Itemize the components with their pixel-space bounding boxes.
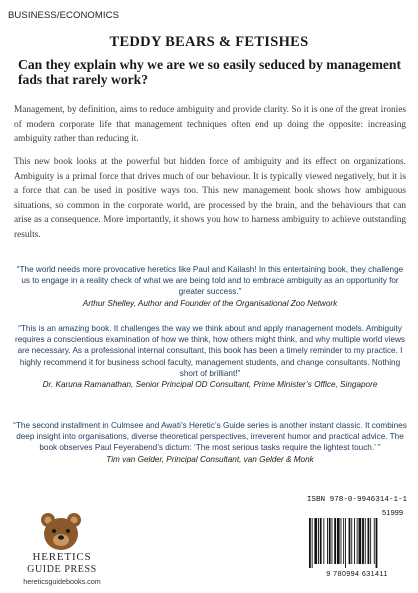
barcode-image [308, 518, 406, 568]
quote-text: “The world needs more provocative heretics like Paul and Kailash! In this entertaining book, they challenge us to engage in a reality check of what we are being told and to embrace ambiguity as an opportunity for greater success.” [16, 265, 404, 297]
headline: Can they explain why we are we so easily seduced by management fads that rarely work? [18, 57, 402, 87]
quote-text: “The second installment in Culmsee and Awati’s Heretic’s Guide series is another instant classic. It combines deep insight into organisations, diverse theoretical perspectives, irreverent humor and practical advice. The book observes Paul Feyerabend’s dictum: ‘The most serious tasks require the lightest touch.’ ” [13, 421, 407, 453]
quote-attribution: Dr. Karuna Ramanathan, Senior Principal OD Consultant, Prime Minister’s Office, Singapore [42, 380, 378, 390]
endorsement-quote [12, 323, 408, 390]
category-label: BUSINESS/ECONOMICS [8, 10, 120, 21]
book-title: TEDDY BEARS & FETISHES [109, 34, 309, 50]
description-paragraph-2: This new book looks at the powerful but hidden force of ambiguity and its effect on organizations. Ambiguity is a primal force that drives much of our behaviour. It is typically viewed negatively, but it is a force that can be used in positive ways too. This new management book shows how ambiguous situations, so common in the corporate world, are processed by the brain, and the behaviours that can arise as a consequence. More importantly, it shows you how to harness ambiguity to achieve outstanding results. [14, 157, 406, 240]
publisher-name: HERETICS [32, 551, 92, 563]
publisher-logo [14, 511, 110, 585]
publisher-subname: GUIDE PRESS [27, 564, 97, 575]
isbn-text: ISBN 978-0-9946314-1-1 [306, 496, 408, 504]
publisher-url: hereticsguidebooks.com [23, 577, 101, 586]
description-paragraph-1: Management, by definition, aims to reduce ambiguity and provide clarity. So it is one of the great ironies of modern corporate life that management techniques often end up doing the opposite: increasing ambiguity rather than reducing it. [14, 105, 406, 145]
barcode-block [306, 496, 408, 582]
quote-text: “This is an amazing book. It challenges the way we think about and apply management models. Ambiguity requires a conscientious examination of how we think, how others might think, and why multiple world views are necessary. As a professional internal consultant, this book has been a timely reminder to my practice. I highly recommend it for business school faculty, management students, and change consultants. Nothing short of brilliant!” [14, 324, 405, 378]
teddy-bear-icon [36, 511, 86, 551]
quote-attribution: Arthur Shelley, Author and Founder of the Organisational Zoo Network [82, 298, 338, 308]
price-code: 51999 [382, 508, 404, 517]
quote-attribution: Tim van Gelder, Principal Consultant, van Gelder & Monk [106, 454, 314, 464]
endorsement-quote [12, 420, 408, 465]
barcode-digits: 9 780994 631411 [326, 569, 388, 578]
endorsement-quote [12, 264, 408, 309]
